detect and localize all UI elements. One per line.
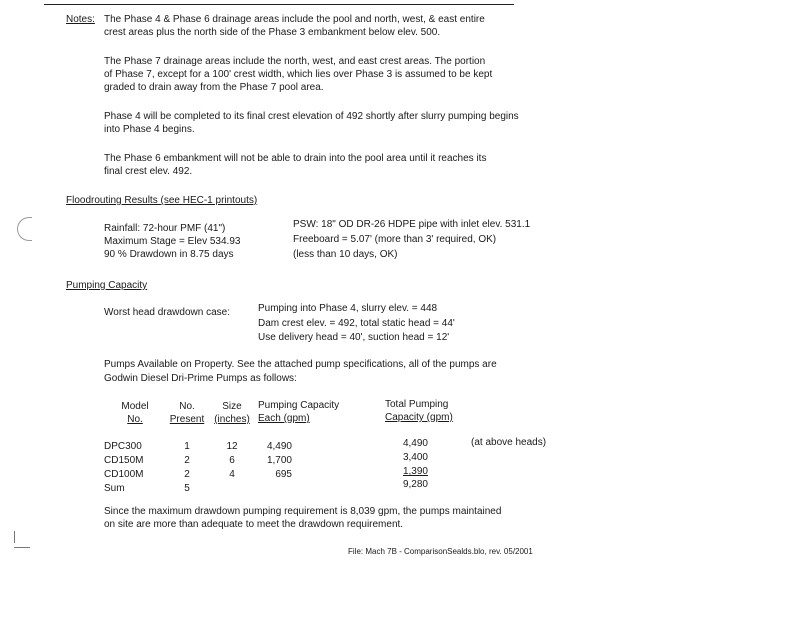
binder-hole-mark [14,547,30,548]
table-cell-each: 1,700 [266,455,292,466]
table-cell-total: 3,400 [402,452,428,463]
notes-label: Notes: [66,14,95,25]
table-cell-total: 4,490 [402,438,428,449]
table-cell-each: 4,490 [266,441,292,452]
worst-case-line-2: Dam crest elev. = 492, total static head = 44' [258,318,455,329]
table-cell-size: 6 [229,455,235,466]
worst-case-line-3: Use delivery head = 40', suction head = 12' [258,332,450,343]
col-header-present-2: Present [169,414,205,425]
notes-paragraph-4-line-2: final crest elev. 492. [104,166,193,177]
table-cell-model: CD100M [104,469,144,480]
binder-hole-mark [17,217,32,241]
floodrouting-freeboard: Freeboard = 5.07' (more than 3' required, OK) [293,234,497,245]
file-reference: File: Mach 7B - ComparisonSealds.blo, rev. 05/2001 [348,547,533,556]
floodrouting-drawdown-check: (less than 10 days, OK) [293,249,398,260]
table-cell-present: 5 [184,483,190,494]
conclusion-line-1: Since the maximum drawdown pumping requirement is 8,039 gpm, the pumps maintained [104,506,502,517]
notes-paragraph-3-line-2: into Phase 4 begins. [104,124,195,135]
table-cell-present: 2 [184,469,190,480]
col-header-capacity: Pumping Capacity [258,400,340,411]
col-header-model-no: No. [127,414,143,425]
col-header-capacity-2: Each (gpm) [258,413,310,424]
floodrouting-drawdown: 90 % Drawdown in 8.75 days [104,249,234,260]
table-cell-present: 2 [184,455,190,466]
conclusion-line-2: on site are more than adequate to meet the drawdown requirement. [104,519,404,530]
table-cell-each: 695 [275,469,292,480]
notes-paragraph-4-line-1: The Phase 6 embankment will not be able to drain into the pool area until it reaches its [104,153,487,164]
table-cell-model: Sum [104,483,125,494]
table-cell-present: 1 [184,441,190,452]
col-header-total: Total Pumping [385,399,449,410]
floodrouting-heading: Floodrouting Results (see HEC-1 printouts) [66,195,258,206]
col-header-size: Size [222,401,242,412]
table-cell-total: 1,390 [402,466,428,477]
table-cell-total: 9,280 [402,479,428,490]
pumping-heading: Pumping Capacity [66,280,148,291]
worst-case-label: Worst head drawdown case: [104,307,230,318]
notes-paragraph-3-line-1: Phase 4 will be completed to its final crest elevation of 492 shortly after slurry pumping begins [104,111,519,122]
table-cell-note: (at above heads) [471,437,547,448]
col-header-size-2: (inches) [214,414,250,425]
table-cell-model: CD150M [104,455,144,466]
top-rule [44,4,514,5]
table-cell-model: DPC300 [104,441,142,452]
floodrouting-rainfall: Rainfall: 72-hour PMF (41") [104,223,226,234]
col-header-model: Model [121,401,149,412]
notes-paragraph-1-line-1: The Phase 4 & Phase 6 drainage areas include the pool and north, west, & east entire [104,14,485,25]
col-header-present: No. [179,401,195,412]
pumps-available-line-1: Pumps Available on Property. See the attached pump specifications, all of the pumps are [104,359,497,370]
binder-hole-mark [14,531,15,543]
pumps-available-line-2: Godwin Diesel Dri-Prime Pumps as follows: [104,373,297,384]
table-cell-size: 12 [226,441,238,452]
worst-case-line-1: Pumping into Phase 4, slurry elev. = 448 [258,303,438,314]
notes-paragraph-2-line-1: The Phase 7 drainage areas include the north, west, and east crest areas. The portion [104,56,486,67]
floodrouting-max-stage: Maximum Stage = Elev 534.93 [104,236,241,247]
notes-paragraph-1-line-2: crest areas plus the north side of the Phase 3 embankment below elev. 500. [104,27,441,38]
floodrouting-psw: PSW: 18" OD DR-26 HDPE pipe with inlet elev. 531.1 [293,219,531,230]
notes-paragraph-2-line-3: graded to drain away from the Phase 7 pool area. [104,82,324,93]
notes-paragraph-2-line-2: of Phase 7, except for a 100' crest width, which lies over Phase 3 is assumed to be kept [104,69,493,80]
col-header-total-2: Capacity (gpm) [385,412,453,423]
table-cell-size: 4 [229,469,235,480]
